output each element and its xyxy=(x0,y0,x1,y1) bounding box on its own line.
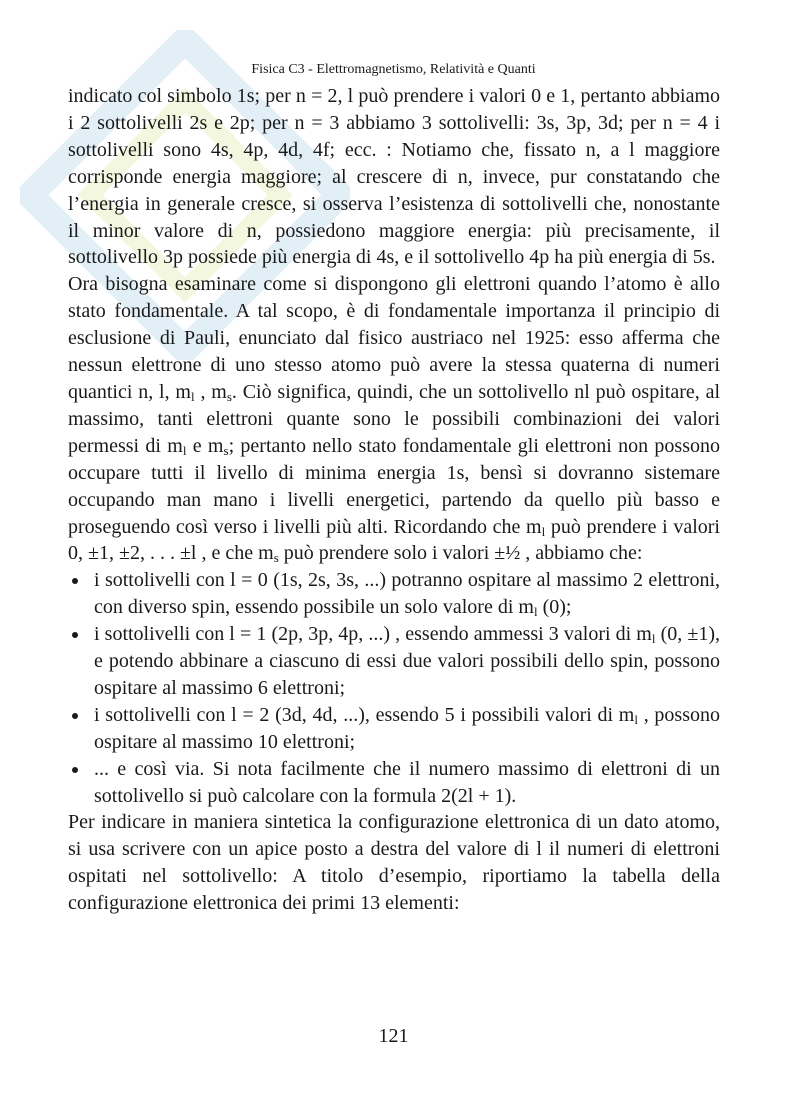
list-item-text: i sottolivelli con l = 0 (1s, 2s, 3s, ...) potranno ospitare al massimo 2 elettroni, con diverso spin, essendo possibile un solo valore di m xyxy=(94,569,720,619)
page-number: 121 xyxy=(378,1025,409,1047)
list-item xyxy=(68,621,720,702)
subscript: l xyxy=(533,604,538,620)
subscript: l xyxy=(651,631,656,647)
subscript: l xyxy=(191,388,195,404)
bullet-list xyxy=(68,567,720,809)
subscript: s xyxy=(226,388,232,404)
list-item-text: ... e così via. Si nota facilmente che il numero massimo di elettroni di un sottolivello si può calcolare con la formula 2(2l + 1). xyxy=(94,757,720,807)
page-header: Fisica C3 - Elettromagnetismo, Relatività e Quanti xyxy=(251,62,536,77)
paragraph-2 xyxy=(68,271,720,567)
subscript: l xyxy=(541,523,546,539)
paragraph-2-text: . Ciò significa, quindi, che un sottolivello nl può ospitare, al massimo, tanti elettroni quante sono le possibili combinazioni dei valori permessi di m xyxy=(68,380,720,457)
list-item-text: (0); xyxy=(537,596,572,619)
paragraph-2-text: ; pertanto nello stato fondamentale gli elettroni non possono occupare tutti il livello di minima energia 1s, bensì si dovranno sistemare occupando man mano i livelli energetici, partendo da quello più basso e proseguendo così verso i livelli più alti. Ricordando che m xyxy=(68,434,720,538)
subscript: l xyxy=(634,711,638,727)
subscript: s xyxy=(223,442,229,458)
paragraph-1: indicato col simbolo 1s; per n = 2, l può prendere i valori 0 e 1, pertanto abbiamo i 2 sottolivelli 2s e 2p; per n = 3 abbiamo 3 sottolivelli: 3s, 3p, 3d; per n = 4 i sottolivelli sono 4s, 4p, 4d, 4f; ecc. : Notiamo che, fissato n, a l maggiore corrisponde energia maggiore; al crescere di n, invece, pur constatando che l’energia in generale cresce, si osserva l’esistenza di sottolivelli che, nonostante il minor valore di n, possiedono maggiore energia: più precisamente, il sottolivello 3p possiede più energia di 4s, e il sottolivello 4p ha più energia di 5s. xyxy=(68,85,720,269)
paragraph-2-text: può prendere i valori 0, ±1, ±2, . . . ±l , e che m xyxy=(68,515,720,565)
paragraph-2-text: e m xyxy=(186,434,224,457)
list-item-text: , possono ospitare al massimo 10 elettroni; xyxy=(94,703,720,753)
list-item xyxy=(68,756,720,810)
paragraph-2-text: Ora bisogna esaminare come si dispongono gli elettroni quando l’atomo è allo stato fondamentale. A tal scopo, è di fondamentale importanza il principio di esclusione di Pauli, enunciato dal fisico austriaco nel 1925: esso afferma che nessun elettrone di uno stesso atomo può avere la stessa quaterna di numeri quantici n, l, m xyxy=(68,273,720,403)
paragraph-2-text: può prendere solo i valori ±½ , abbiamo che: xyxy=(278,542,643,565)
paragraph-3: Per indicare in maniera sintetica la configurazione elettronica di un dato atomo, si usa scrivere con un apice posto a destra del valore di l il numeri di elettroni ospitati nel sottolivello: A titolo d’esempio, riportiamo la tabella della configurazione elettronica dei primi 13 elementi: xyxy=(68,811,720,915)
list-item xyxy=(68,567,720,621)
subscript: l xyxy=(182,442,187,458)
list-item-text: i sottolivelli con l = 1 (2p, 3p, 4p, ...) , essendo ammessi 3 valori di m xyxy=(94,623,652,646)
list-item-text: (0, ±1), e potendo abbinare a ciascuno di essi due valori possibili dello spin, possono ospitare al massimo 6 elettroni; xyxy=(94,623,720,699)
paragraph-2-text: , m xyxy=(194,380,227,403)
subscript: s xyxy=(273,550,279,566)
list-item-text: i sottolivelli con l = 2 (3d, 4d, ...), essendo 5 i possibili valori di m xyxy=(94,703,635,726)
list-item xyxy=(68,702,720,756)
page-content xyxy=(68,83,720,917)
